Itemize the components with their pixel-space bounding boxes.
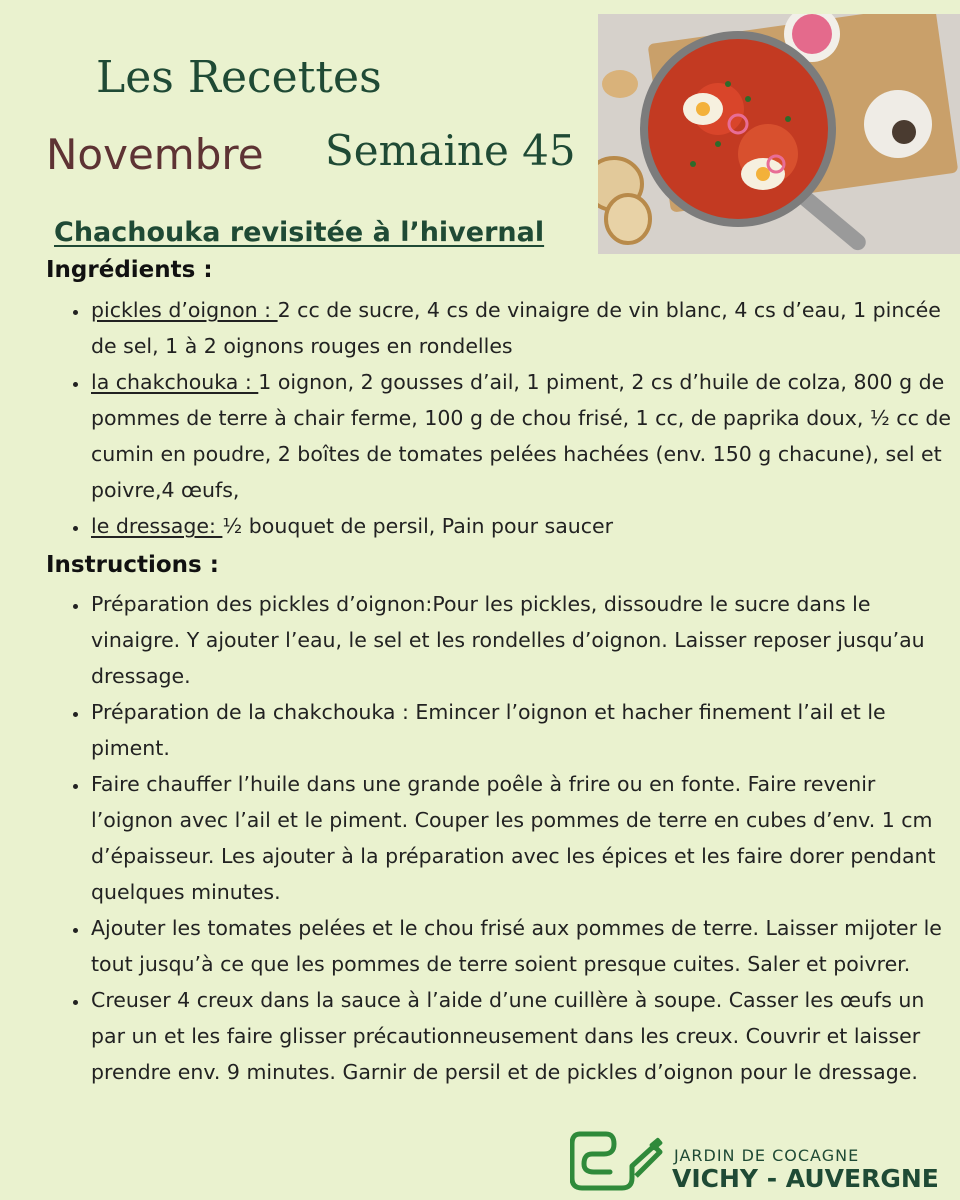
page-title: Les Recettes bbox=[96, 52, 382, 103]
month-label: Novembre bbox=[46, 130, 264, 179]
instructions-heading: Instructions : bbox=[46, 552, 219, 578]
ingredients-heading: Ingrédients : bbox=[46, 257, 213, 283]
dish-photo bbox=[598, 14, 960, 254]
ingredient-text: 1 oignon, 2 gousses d’ail, 1 piment, 2 cs d’huile de colza, 800 g de pommes de terre à chair ferme, 100 g de chou frisé, 1 cc, de paprika doux, ½ cc de cumin en poudre, 2 boîtes de tomates pelées hachées (env. 150 g chacune), sel et poivre,4 œufs, bbox=[91, 370, 951, 502]
logo-line-2: VICHY - AUVERGNE bbox=[672, 1164, 939, 1193]
instructions-list bbox=[62, 586, 956, 1090]
ingredient-label: le dressage: bbox=[91, 514, 223, 538]
ingredient-item bbox=[90, 508, 956, 544]
ingredient-text: 2 cc de sucre, 4 cs de vinaigre de vin blanc, 4 cs d’eau, 1 pincée de sel, 1 à 2 oignons rouges en rondelles bbox=[91, 298, 941, 358]
ingredient-item bbox=[90, 364, 956, 508]
ingredients-list bbox=[62, 292, 956, 544]
instruction-step: • Ajouter les tomates pelées et le chou frisé aux pommes de terre. Laisser mijoter le tout jusqu’à ce que les pommes de terre soient presque cuites. Saler et poivrer. bbox=[90, 910, 956, 982]
logo-line-1: JARDIN DE COCAGNE bbox=[674, 1146, 860, 1165]
brand-logo bbox=[570, 1126, 950, 1196]
instruction-step: • Préparation des pickles d’oignon:Pour les pickles, dissoudre le sucre dans le vinaigre. Y ajouter l’eau, le sel et les rondelles d’oignon. Laisser reposer jusqu’au dressage. bbox=[90, 586, 956, 694]
recipe-title: Chachouka revisitée à l’hivernal bbox=[54, 217, 545, 248]
ingredient-label: la chakchouka : bbox=[91, 370, 259, 394]
watering-can-icon bbox=[570, 1126, 665, 1196]
instruction-step: • Préparation de la chakchouka : Emincer l’oignon et hacher finement l’ail et le piment. bbox=[90, 694, 956, 766]
instruction-step: • Creuser 4 creux dans la sauce à l’aide d’une cuillère à soupe. Casser les œufs un par un et les faire glisser précautionneusement dans les creux. Couvrir et laisser prendre env. 9 minutes. Garnir de persil et de pickles d’oignon pour le dressage. bbox=[90, 982, 956, 1090]
week-label: Semaine 45 bbox=[325, 126, 576, 175]
instruction-step: • Faire chauffer l’huile dans une grande poêle à frire ou en fonte. Faire revenir l’oignon avec l’ail et le piment. Couper les pommes de terre en cubes d’env. 1 cm d’épaisseur. Les ajouter à la préparation avec les épices et les faire dorer pendant quelques minutes. bbox=[90, 766, 956, 910]
ingredient-item bbox=[90, 292, 956, 364]
ingredient-text: ½ bouquet de persil, Pain pour saucer bbox=[222, 514, 614, 538]
ingredient-label: pickles d’oignon : bbox=[91, 298, 278, 322]
